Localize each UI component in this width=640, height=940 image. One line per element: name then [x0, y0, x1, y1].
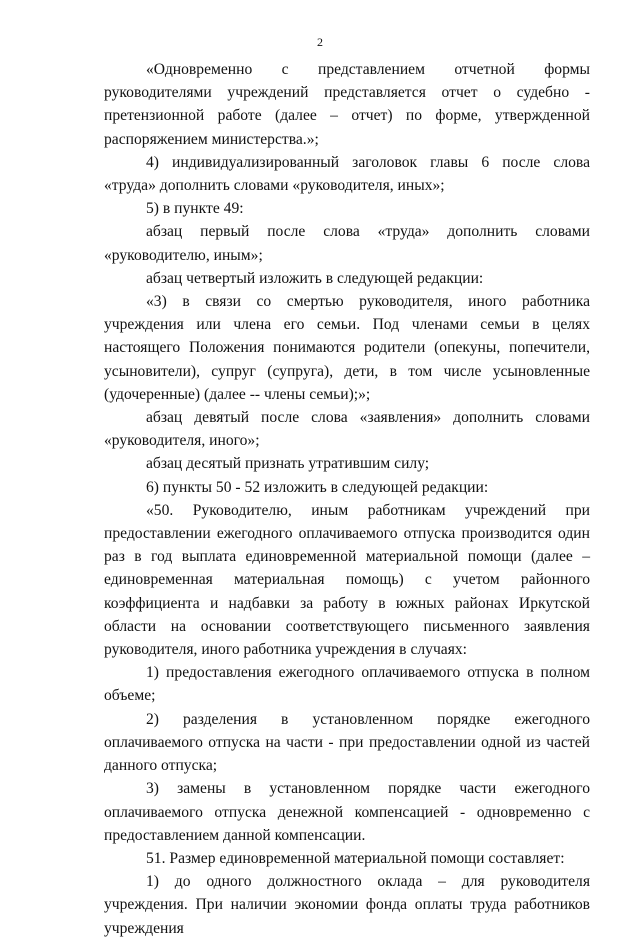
paragraph-ninth-abzac: абзац девятый после слова «заявления» дополнить словами «руководителя, иного»;	[104, 409, 590, 450]
paragraph-point-51-item-1: 1) до одного должностного оклада – для руководителя учреждения. При наличии экономии фонда оплаты труда работников учреждения	[104, 873, 590, 937]
paragraph-case-2: 2) разделения в установленном порядке ежегодного оплачиваемого отпуска на части - при предоставлении одной из частей данного отпуска;	[104, 710, 590, 775]
paragraph-family-members: «3) в связи со смертью руководителя, иного работника учреждения или члена его семьи. Под членами семьи в целях настоящего Положения понимаются родители (опекуны, попечители, усыновители), супруг (супруга), дети, в том числе усыновленные (удочеренные) (далее -- члены семьи);»;	[104, 293, 590, 403]
paragraph-tenth-abzac: абзац десятый признать утратившим силу;	[146, 455, 430, 473]
paragraph-item-5: 5) в пункте 49:	[146, 200, 244, 218]
paragraph-item-4: 4) индивидуализированный заголовок главы 6 после слова «труда» дополнить словами «руководителя, иных»;	[104, 153, 590, 195]
paragraph-case-1: 1) предоставления ежегодного оплачиваемого отпуска в полном объеме;	[104, 664, 590, 705]
paragraph-point-50: «50. Руководителю, иным работникам учреждений при предоставлении ежегодного оплачиваемого отпуска производится один раз в год выплата единовременной материальной помощи (далее – единовременная материальная помощь) с учетом районного коэффициента и надбавки за работу в южных районах Иркутской области на основании соответствующего письменного заявления руководителя, иного работника учреждения в случаях:	[104, 501, 590, 659]
paragraph-case-3: 3) замены в установленном порядке части ежегодного оплачиваемого отпуска денежной компенсацией - одновременно с предоставлением данной компенсации.	[104, 780, 590, 844]
paragraph-first-abzac: абзац первый после слова «труда» дополнить словами «руководителю, иным»;	[104, 223, 590, 264]
paragraph-report-clause: «Одновременно с представлением отчетной формы руководителями учреждений представляется отчет о судебно - претензионной работе (далее – отчет) по форме, утвержденной распоряжением министерства.»;	[104, 61, 590, 148]
page-number: 2	[317, 35, 323, 49]
paragraph-point-51: 51. Размер единовременной материальной помощи составляет:	[146, 849, 565, 867]
paragraph-fourth-abzac: абзац четвертый изложить в следующей редакции:	[146, 269, 484, 287]
paragraph-item-6: 6) пункты 50 - 52 изложить в следующей редакции:	[146, 478, 489, 496]
document-body	[104, 58, 590, 940]
